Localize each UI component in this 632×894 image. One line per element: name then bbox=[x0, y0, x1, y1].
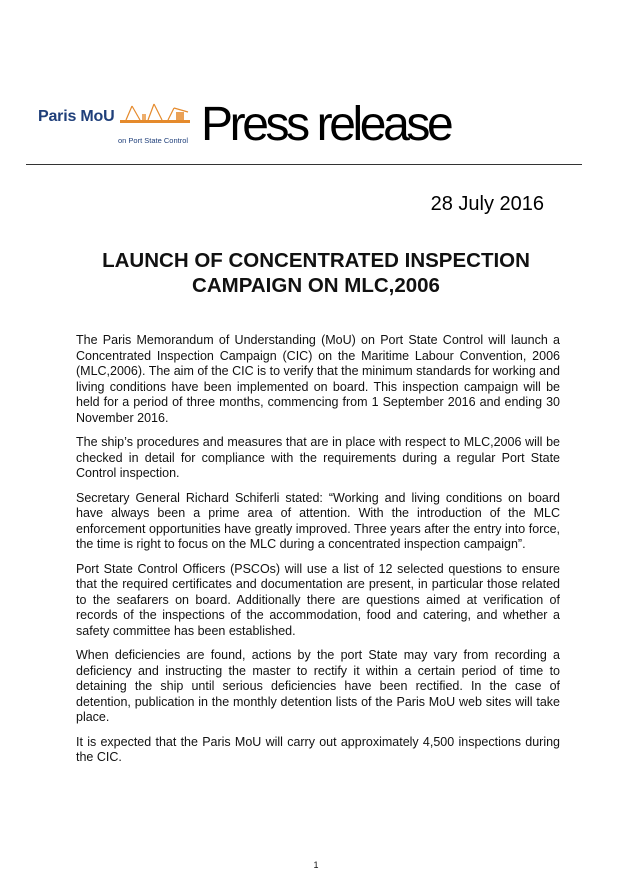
logo-name: Paris MoU bbox=[38, 108, 115, 125]
release-date: 28 July 2016 bbox=[430, 193, 544, 215]
press-release-title: Press release bbox=[201, 98, 451, 151]
page-number: 1 bbox=[313, 860, 319, 870]
paragraph: It is expected that the Paris MoU will carry out approximately 4,500 inspections during the CIC. bbox=[76, 734, 560, 764]
logo-tagline: on Port State Control bbox=[118, 136, 189, 145]
paragraph: Secretary General Richard Schiferli stated: “Working and living conditions on board have always been a prime area of attention. With the introduction of the MLC enforcement opportunities have greatly improved. Three years after the entry into force, the time is right to focus on the MLC during a concentrated inspection campaign”. bbox=[76, 490, 560, 551]
port-crane-skyline-icon bbox=[118, 102, 198, 132]
paragraph: When deficiencies are found, actions by the port State may vary from recording a deficiency and instructing the master to rectify it within a certain period of time to detaining the ship until serious deficiencies have been rectified. In the case of detention, publication in the monthly detention lists of the Paris MoU web sites will take place. bbox=[76, 648, 560, 724]
paragraph: Port State Control Officers (PSCOs) will use a list of 12 selected questions to ensure that the required certificates and documentation are present, in particular those related to the seafarers on board. Additionally there are questions aimed at verification of records of the inspections of the accommodation, food and catering, and whether a safety committee has been established. bbox=[76, 561, 560, 638]
paragraph: The Paris Memorandum of Understanding (MoU) on Port State Control will launch a Concentrated Inspection Campaign (CIC) on the Maritime Labour Convention, 2006 (MLC,2006). The aim of the CIC is to verify that the minimum standards for working and living conditions have been implemented on board. This inspection campaign will be held for a period of three months, commencing from 1 September 2016 and ending 30 November 2016. bbox=[76, 333, 560, 425]
paris-mou-logo bbox=[38, 100, 200, 148]
paragraph: The ship’s procedures and measures that are in place with respect to MLC,2006 will be checked in detail for compliance with the requirements during a regular Port State Control inspection. bbox=[76, 435, 560, 480]
header-divider bbox=[26, 164, 582, 165]
body-text bbox=[76, 333, 560, 775]
headline: LAUNCH OF CONCENTRATED INSPECTION CAMPAIGN ON MLC,2006 bbox=[102, 249, 530, 297]
